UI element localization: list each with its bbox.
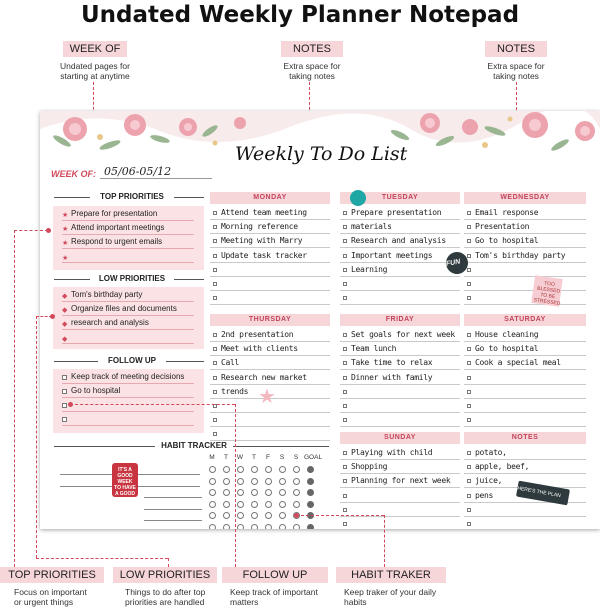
tuesday-item[interactable]: Prepare presentation bbox=[351, 208, 442, 217]
habit-check-dot[interactable] bbox=[279, 512, 286, 519]
callout-top-priorities-desc: Focus on important or urgent things bbox=[14, 587, 87, 607]
low-priority-rule bbox=[62, 301, 194, 302]
notes-item[interactable]: apple, beef, bbox=[475, 462, 530, 472]
habit-check-dot[interactable] bbox=[209, 466, 216, 473]
low-priority-rule bbox=[62, 315, 194, 316]
habit-check-dot[interactable] bbox=[293, 489, 300, 496]
checkbox[interactable] bbox=[467, 508, 471, 512]
wednesday-item[interactable]: Email response bbox=[475, 208, 539, 217]
checkbox[interactable] bbox=[343, 254, 347, 258]
notes-item[interactable]: juice, bbox=[475, 476, 503, 486]
habit-check-dot[interactable] bbox=[223, 524, 230, 530]
tuesday-rule bbox=[340, 247, 460, 248]
star-icon: ★ bbox=[62, 226, 69, 233]
sunday-rule bbox=[340, 502, 460, 503]
top-priority-rule bbox=[62, 234, 194, 235]
checkbox[interactable] bbox=[213, 333, 217, 337]
day-header-saturday: SATURDAY bbox=[464, 314, 586, 326]
good-week-sticker: IT'S A GOOD WEEK TO HAVE A GOOD WEEK bbox=[112, 463, 138, 497]
habit-goal-dot[interactable] bbox=[307, 489, 314, 496]
habit-check-dot[interactable] bbox=[251, 512, 258, 519]
saturday-item[interactable]: House cleaning bbox=[475, 330, 539, 339]
callout-habit-desc: Keep traker of your daily habits bbox=[344, 587, 437, 607]
pink-note-sticker: TOO BLESSED TO BE STRESSED bbox=[531, 275, 563, 307]
checkbox[interactable] bbox=[467, 451, 471, 455]
checkbox[interactable] bbox=[467, 282, 471, 286]
wednesday-item[interactable]: Presentation bbox=[475, 222, 530, 232]
habit-row-rule bbox=[144, 520, 202, 521]
checkbox[interactable] bbox=[62, 375, 67, 380]
habit-check-dot[interactable] bbox=[237, 524, 244, 530]
habit-check-dot[interactable] bbox=[209, 478, 216, 485]
thursday-item[interactable]: Research new market bbox=[221, 372, 307, 382]
leader-low-priorities bbox=[36, 316, 37, 558]
follow-up-rule-line bbox=[62, 383, 194, 384]
habit-goal-dot[interactable] bbox=[307, 501, 314, 508]
tuesday-item[interactable]: materials bbox=[351, 222, 392, 232]
checkbox[interactable] bbox=[467, 465, 471, 469]
notes-item[interactable]: potato, bbox=[475, 448, 507, 457]
checkbox[interactable] bbox=[343, 465, 347, 469]
thursday-rule bbox=[210, 355, 330, 356]
checkbox[interactable] bbox=[467, 361, 471, 365]
habit-day-wed: W bbox=[236, 454, 244, 461]
habit-goal-label: GOAL bbox=[304, 454, 323, 461]
low-priority-item[interactable]: research and analysis bbox=[71, 318, 149, 327]
habit-day-tue: T bbox=[224, 454, 228, 461]
checkbox[interactable] bbox=[467, 211, 471, 215]
callout-low-priorities-label: LOW PRIORITIES bbox=[113, 567, 217, 583]
tuesday-item[interactable]: Research and analysis bbox=[351, 236, 446, 246]
habit-check-dot[interactable] bbox=[279, 501, 286, 508]
checkbox[interactable] bbox=[467, 296, 471, 300]
habit-check-dot[interactable] bbox=[279, 478, 286, 485]
tuesday-rule bbox=[340, 233, 460, 234]
friday-rule bbox=[340, 341, 460, 342]
checkbox[interactable] bbox=[467, 522, 471, 526]
checkbox[interactable] bbox=[213, 254, 217, 258]
habit-check-dot[interactable] bbox=[265, 512, 272, 519]
friday-rule bbox=[340, 398, 460, 399]
leader-follow-up-dot bbox=[68, 402, 73, 407]
habit-check-dot[interactable] bbox=[265, 478, 272, 485]
habit-goal-dot[interactable] bbox=[307, 466, 314, 473]
callout-notes-1-label: NOTES bbox=[281, 41, 343, 57]
star-icon: ★ bbox=[62, 240, 69, 247]
leader-follow-up bbox=[235, 404, 236, 567]
low-priority-item[interactable]: Tom's birthday party bbox=[71, 290, 143, 299]
habit-check-dot[interactable] bbox=[293, 466, 300, 473]
friday-item[interactable]: Dinner with family bbox=[351, 372, 433, 382]
thursday-rule bbox=[210, 426, 330, 427]
checkbox[interactable] bbox=[467, 254, 471, 258]
callout-week-of-label: WEEK OF bbox=[63, 41, 127, 57]
checkbox[interactable] bbox=[467, 333, 471, 337]
habit-check-dot[interactable] bbox=[209, 489, 216, 496]
leader-top-priorities-h bbox=[14, 230, 48, 231]
checkbox[interactable] bbox=[213, 347, 217, 351]
friday-rule bbox=[340, 355, 460, 356]
habit-tracker-heading: HABIT TRACKER bbox=[155, 441, 233, 450]
tuesday-item[interactable]: Learning bbox=[351, 264, 388, 274]
checkbox[interactable] bbox=[467, 376, 471, 380]
callout-notes-2-desc: Extra space for taking notes bbox=[487, 61, 545, 81]
callout-low-priorities-desc: Things to do after top priorities are handled bbox=[125, 587, 206, 607]
monday-rule bbox=[210, 233, 330, 234]
habit-check-dot[interactable] bbox=[237, 466, 244, 473]
habit-check-dot[interactable] bbox=[293, 478, 300, 485]
checkbox[interactable] bbox=[213, 296, 217, 300]
leader-habit-h bbox=[296, 515, 384, 516]
leader-low-priorities-dot bbox=[50, 314, 55, 319]
monday-rule bbox=[210, 247, 330, 248]
heres-the-plan-sticker: HERE'S THE PLAN bbox=[516, 481, 570, 506]
saturday-rule bbox=[464, 341, 586, 342]
habit-day-thu: T bbox=[252, 454, 256, 461]
habit-check-dot[interactable] bbox=[237, 489, 244, 496]
callout-notes-2-label: NOTES bbox=[485, 41, 547, 57]
leader-top-priorities-dot bbox=[46, 228, 51, 233]
wednesday-rule bbox=[464, 304, 586, 305]
tuesday-rule bbox=[340, 219, 460, 220]
follow-up-rule-line bbox=[62, 425, 194, 426]
thursday-item[interactable]: Meet with clients bbox=[221, 344, 298, 354]
checkbox[interactable] bbox=[343, 418, 347, 422]
checkbox[interactable] bbox=[343, 376, 347, 380]
monday-item[interactable]: Attend team meeting bbox=[221, 208, 307, 217]
star-icon: ★ bbox=[62, 255, 69, 262]
checkbox[interactable] bbox=[213, 418, 217, 422]
habit-check-dot[interactable] bbox=[279, 466, 286, 473]
day-header-friday: FRIDAY bbox=[340, 314, 460, 326]
callout-notes-1-desc: Extra space for taking notes bbox=[283, 61, 341, 81]
notes-rule bbox=[464, 459, 586, 460]
sunday-rule bbox=[340, 473, 460, 474]
checkbox[interactable] bbox=[62, 389, 67, 394]
habit-check-dot[interactable] bbox=[293, 524, 300, 530]
friday-item[interactable]: Team lunch bbox=[351, 344, 397, 354]
wednesday-rule bbox=[464, 247, 586, 248]
habit-check-dot[interactable] bbox=[251, 489, 258, 496]
checkbox[interactable] bbox=[343, 333, 347, 337]
callout-follow-up-desc: Keep track of important matters bbox=[230, 587, 318, 607]
diamond-icon: ◆ bbox=[62, 321, 68, 328]
checkbox[interactable] bbox=[467, 390, 471, 394]
friday-rule bbox=[340, 412, 460, 413]
habit-check-dot[interactable] bbox=[237, 478, 244, 485]
monday-rule bbox=[210, 262, 330, 263]
top-priority-rule bbox=[62, 220, 194, 221]
checkbox[interactable] bbox=[343, 347, 347, 351]
habit-check-dot[interactable] bbox=[265, 489, 272, 496]
habit-goal-dot[interactable] bbox=[307, 524, 314, 530]
checkbox[interactable] bbox=[467, 268, 471, 272]
leader-habit bbox=[384, 515, 385, 567]
wednesday-rule bbox=[464, 276, 586, 277]
checkbox[interactable] bbox=[213, 225, 217, 229]
habit-check-dot[interactable] bbox=[279, 489, 286, 496]
tuesday-rule bbox=[340, 304, 460, 305]
leader-top-priorities bbox=[14, 230, 15, 567]
callout-habit-label: HABIT TRAKER bbox=[336, 567, 446, 583]
thursday-item[interactable]: 2nd presentation bbox=[221, 330, 294, 339]
top-priority-item[interactable]: Prepare for presentation bbox=[71, 209, 158, 218]
sheet-title: Weekly To Do List bbox=[235, 143, 408, 165]
friday-rule bbox=[340, 369, 460, 370]
checkbox[interactable] bbox=[467, 225, 471, 229]
checkbox[interactable] bbox=[343, 225, 347, 229]
tuesday-rule bbox=[340, 276, 460, 277]
habit-check-dot[interactable] bbox=[223, 466, 230, 473]
week-of-field[interactable]: 05/06-05/12 bbox=[100, 165, 212, 179]
checkbox[interactable] bbox=[213, 376, 217, 380]
monday-rule bbox=[210, 276, 330, 277]
monday-rule bbox=[210, 219, 330, 220]
page-title: Undated Weekly Planner Notepad bbox=[80, 2, 520, 28]
teal-badge-icon bbox=[350, 190, 366, 206]
callout-follow-up-label: FOLLOW UP bbox=[222, 567, 328, 583]
day-header-sunday: SUNDAY bbox=[340, 432, 460, 444]
leader-low-priorities-v bbox=[168, 558, 169, 567]
habit-check-dot[interactable] bbox=[265, 524, 272, 530]
checkbox[interactable] bbox=[467, 404, 471, 408]
habit-check-dot[interactable] bbox=[209, 512, 216, 519]
sunday-item[interactable]: Planning for next week bbox=[351, 476, 451, 486]
checkbox[interactable] bbox=[213, 239, 217, 243]
habit-check-dot[interactable] bbox=[265, 466, 272, 473]
day-header-notes: NOTES bbox=[464, 432, 586, 444]
checkbox[interactable] bbox=[467, 418, 471, 422]
saturday-rule bbox=[464, 426, 586, 427]
day-header-tuesday: TUESDAY bbox=[340, 192, 460, 204]
checkbox[interactable] bbox=[343, 239, 347, 243]
tuesday-item[interactable]: Important meetings bbox=[351, 250, 433, 260]
fun-sticker: FUN bbox=[444, 250, 469, 275]
wednesday-item[interactable]: Tom's birthday party bbox=[475, 250, 566, 260]
tuesday-rule bbox=[340, 290, 460, 291]
checkbox[interactable] bbox=[343, 390, 347, 394]
thursday-item[interactable]: Call bbox=[221, 358, 240, 368]
checkbox[interactable] bbox=[467, 239, 471, 243]
wednesday-rule bbox=[464, 290, 586, 291]
top-priority-item[interactable]: Attend important meetings bbox=[71, 223, 165, 232]
monday-rule bbox=[210, 290, 330, 291]
wednesday-item[interactable]: Go to hospital bbox=[475, 236, 539, 246]
habit-check-dot[interactable] bbox=[223, 489, 230, 496]
sunday-rule bbox=[340, 459, 460, 460]
monday-rule bbox=[210, 304, 330, 305]
sunday-item[interactable]: Playing with child bbox=[351, 448, 433, 457]
checkbox[interactable] bbox=[213, 268, 217, 272]
sunday-item[interactable]: Shopping bbox=[351, 462, 388, 472]
checkbox[interactable] bbox=[467, 494, 471, 498]
habit-check-dot[interactable] bbox=[237, 501, 244, 508]
checkbox[interactable] bbox=[343, 296, 347, 300]
thursday-rule bbox=[210, 341, 330, 342]
tuesday-rule bbox=[340, 262, 460, 263]
habit-row-rule bbox=[144, 497, 202, 498]
friday-item[interactable]: Take time to relax bbox=[351, 358, 433, 368]
notes-item[interactable]: pens bbox=[475, 490, 494, 500]
diamond-icon: ◆ bbox=[62, 336, 68, 343]
habit-check-dot[interactable] bbox=[223, 512, 230, 519]
checkbox[interactable] bbox=[62, 403, 67, 408]
checkbox[interactable] bbox=[213, 361, 217, 365]
saturday-rule bbox=[464, 369, 586, 370]
habit-check-dot[interactable] bbox=[251, 524, 258, 530]
friday-item[interactable]: Set goals for next week bbox=[351, 330, 455, 339]
leader-low-priorities-b bbox=[36, 558, 168, 559]
friday-rule bbox=[340, 426, 460, 427]
habit-day-sat: S bbox=[279, 454, 285, 461]
habit-check-dot[interactable] bbox=[209, 501, 216, 508]
wednesday-rule bbox=[464, 262, 586, 263]
follow-up-rule-line bbox=[62, 397, 194, 398]
checkbox[interactable] bbox=[343, 404, 347, 408]
low-priority-rule bbox=[62, 329, 194, 330]
planner-sheet bbox=[40, 111, 600, 529]
habit-check-dot[interactable] bbox=[223, 478, 230, 485]
habit-check-dot[interactable] bbox=[237, 512, 244, 519]
checkbox[interactable] bbox=[343, 361, 347, 365]
checkbox[interactable] bbox=[343, 282, 347, 286]
habit-check-dot[interactable] bbox=[293, 501, 300, 508]
star-sticker-icon: ★ bbox=[258, 386, 276, 408]
saturday-rule bbox=[464, 384, 586, 385]
habit-check-dot[interactable] bbox=[251, 478, 258, 485]
monday-item[interactable]: Morning reference bbox=[221, 222, 298, 232]
habit-check-dot[interactable] bbox=[251, 466, 258, 473]
notes-rule bbox=[464, 473, 586, 474]
low-priority-rule bbox=[62, 343, 194, 344]
habit-goal-dot[interactable] bbox=[307, 478, 314, 485]
friday-rule bbox=[340, 384, 460, 385]
follow-up-rule-line bbox=[62, 411, 194, 412]
saturday-rule bbox=[464, 398, 586, 399]
checkbox[interactable] bbox=[62, 417, 67, 422]
week-of-label: WEEK OF: bbox=[51, 169, 96, 179]
wednesday-rule bbox=[464, 233, 586, 234]
callout-top-priorities-label: TOP PRIORITIES bbox=[0, 567, 104, 583]
habit-check-dot[interactable] bbox=[223, 501, 230, 508]
habit-check-dot[interactable] bbox=[279, 524, 286, 530]
checkbox[interactable] bbox=[343, 522, 347, 526]
saturday-rule bbox=[464, 355, 586, 356]
checkbox[interactable] bbox=[343, 451, 347, 455]
habit-check-dot[interactable] bbox=[251, 501, 258, 508]
checkbox[interactable] bbox=[343, 211, 347, 215]
wednesday-rule bbox=[464, 219, 586, 220]
checkbox[interactable] bbox=[343, 494, 347, 498]
diamond-icon: ◆ bbox=[62, 293, 68, 300]
follow-up-item[interactable]: Go to hospital bbox=[71, 386, 121, 395]
notes-rule bbox=[464, 516, 586, 517]
top-priority-item[interactable]: Respond to urgent emails bbox=[71, 237, 163, 246]
checkbox[interactable] bbox=[343, 479, 347, 483]
top-priority-rule bbox=[62, 248, 194, 249]
habit-day-mon: M bbox=[209, 454, 215, 461]
day-header-wednesday: WEDNESDAY bbox=[464, 192, 586, 204]
monday-item[interactable]: Update task tracker bbox=[221, 250, 307, 260]
saturday-item[interactable]: Cook a special meal bbox=[475, 358, 561, 368]
checkbox[interactable] bbox=[343, 508, 347, 512]
star-icon: ★ bbox=[62, 212, 69, 219]
habit-check-dot[interactable] bbox=[265, 501, 272, 508]
sunday-rule bbox=[340, 487, 460, 488]
checkbox[interactable] bbox=[213, 211, 217, 215]
leader-follow-up-h bbox=[70, 404, 235, 405]
callout-week-of-desc: Undated pages for starting at anytime bbox=[60, 61, 130, 81]
follow-up-item[interactable]: Keep track of meeting decisions bbox=[71, 372, 185, 381]
checkbox[interactable] bbox=[343, 268, 347, 272]
day-header-monday: MONDAY bbox=[210, 192, 330, 204]
saturday-item[interactable]: Go to hospital bbox=[475, 344, 539, 354]
thursday-rule bbox=[210, 412, 330, 413]
checkbox[interactable] bbox=[213, 282, 217, 286]
top-priority-rule bbox=[62, 262, 194, 263]
habit-row-rule bbox=[144, 509, 202, 510]
habit-day-sun: S bbox=[293, 454, 299, 461]
checkbox[interactable] bbox=[213, 390, 217, 394]
follow-up-heading: FOLLOW UP bbox=[98, 356, 166, 365]
low-priorities-heading: LOW PRIORITIES bbox=[90, 274, 174, 283]
day-header-thursday: THURSDAY bbox=[210, 314, 330, 326]
habit-check-dot[interactable] bbox=[209, 524, 216, 530]
checkbox[interactable] bbox=[213, 432, 217, 436]
leader-habit-dot bbox=[294, 513, 299, 518]
monday-item[interactable]: Meeting with Marry bbox=[221, 236, 303, 246]
low-priority-item[interactable]: Organize files and documents bbox=[71, 304, 177, 313]
thursday-item[interactable]: trends bbox=[221, 386, 249, 396]
habit-day-fri: F bbox=[266, 454, 270, 461]
saturday-rule bbox=[464, 412, 586, 413]
thursday-rule bbox=[210, 369, 330, 370]
checkbox[interactable] bbox=[467, 347, 471, 351]
thursday-rule bbox=[210, 440, 330, 441]
checkbox[interactable] bbox=[467, 479, 471, 483]
diamond-icon: ◆ bbox=[62, 307, 68, 314]
top-priorities-heading: TOP PRIORITIES bbox=[90, 192, 174, 201]
